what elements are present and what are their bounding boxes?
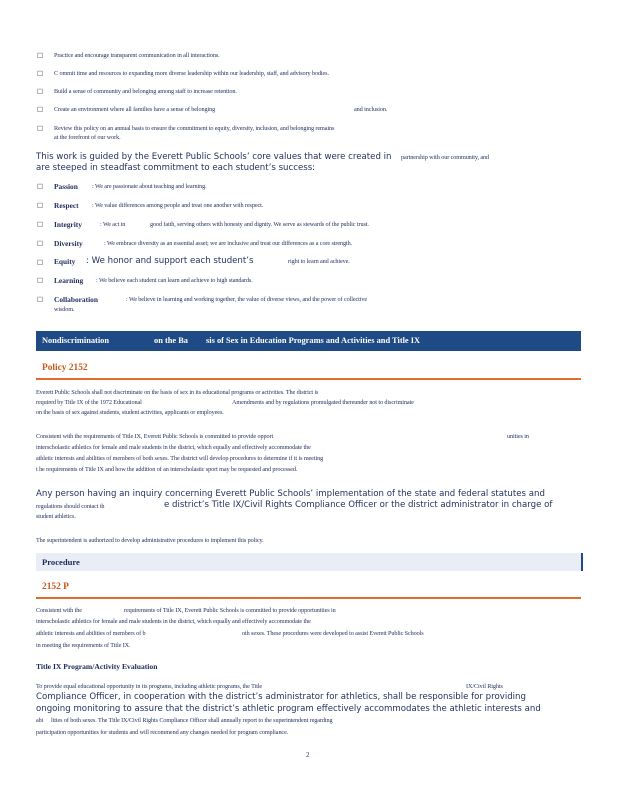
policy-heading: Policy 2152 bbox=[42, 363, 88, 373]
list-item-continued: at the forefront of our work. bbox=[54, 134, 121, 141]
square-bullet-icon: □ bbox=[37, 182, 44, 190]
value-description-cont: wisdom. bbox=[54, 306, 75, 313]
paragraph-line: To provide equal educational opportunity in its programs, including athletic programs, the Title bbox=[36, 683, 263, 690]
value-description: : We believe in learning and working together, the value of diverse views, and the power of collective bbox=[126, 296, 367, 303]
value-name: Integrity bbox=[54, 220, 82, 229]
square-bullet-icon: □ bbox=[37, 276, 44, 284]
paragraph-line: required by Title IX of the 1972 Educational bbox=[36, 399, 142, 406]
section-title-part3: sis of Sex in Education Programs and Activities and Title IX bbox=[206, 336, 421, 345]
value-description-cont: good faith, serving others with honesty and dignity. We serve as stewards of the public trust. bbox=[150, 221, 369, 228]
value-description: : We believe each student can learn and achieve to high standards. bbox=[96, 277, 253, 284]
page-number: 2 bbox=[306, 751, 310, 759]
list-item: Review this policy on an annual basis to ensure the commitment to equity, diversity, inclusion, and belonging remains bbox=[54, 125, 335, 132]
square-bullet-icon: □ bbox=[37, 295, 44, 303]
list-item: C ommit time and resources to expanding more diverse leadership within our leadership, staff, and advisory bodies. bbox=[54, 70, 329, 77]
paragraph-line: Amendments and by regulations promulgated thereunder not to discriminate bbox=[232, 399, 414, 406]
paragraph-line: IX/Civil Rights bbox=[466, 683, 503, 690]
paragraph-line: interscholastic athletics for female and male students in the district, which equally and effectively accommodate the bbox=[36, 618, 311, 625]
orange-divider bbox=[36, 597, 581, 599]
square-bullet-icon: □ bbox=[37, 51, 44, 59]
list-item: Build a sense of community and belonging among staff to increase retention. bbox=[54, 88, 237, 95]
paragraph-line: Any person having an inquiry concerning Everett Public Schools’ implementation of the state and federal statutes and bbox=[36, 489, 545, 499]
value-description: : We act in bbox=[100, 221, 126, 228]
list-item: Create an environment where all families have a sense of belonging bbox=[54, 106, 216, 113]
paragraph-line: unities in bbox=[507, 433, 529, 440]
paragraph-line: abi bbox=[36, 717, 44, 724]
paragraph-line: t he requirements of Title IX and how the addition of an interscholastic sport may be requested and processed. bbox=[36, 466, 298, 473]
list-item-tail: and inclusion. bbox=[354, 106, 388, 113]
paragraph-line: Everett Public Schools shall not discriminate on the basis of sex in its educational programs or activities. The district is bbox=[36, 389, 319, 396]
paragraph-line: ongoing monitoring to assure that the district’s athletic program effectively accommodates the athletic interests and bbox=[36, 704, 541, 714]
square-bullet-icon: □ bbox=[37, 124, 44, 132]
list-item: Practice and encourage transparent communication in all interactions. bbox=[54, 52, 220, 59]
paragraph-line: on the basis of sex against students, student activities, applicants or employees. bbox=[36, 409, 224, 416]
paragraph-line: Consistent with the bbox=[36, 607, 82, 614]
paragraph-line: athletic interests and abilities of members of both sexes. The district will develop procedures to determine if it is meeting bbox=[36, 455, 324, 462]
value-description: : We are passionate about teaching and learning. bbox=[92, 183, 207, 190]
section-title-part2: on the Ba bbox=[154, 336, 188, 345]
square-bullet-icon: □ bbox=[37, 201, 44, 209]
square-bullet-icon: □ bbox=[37, 239, 44, 247]
square-bullet-icon: □ bbox=[37, 105, 44, 113]
value-description: : We value differences among people and treat one another with respect. bbox=[92, 202, 264, 209]
value-name: Diversity bbox=[54, 239, 83, 248]
procedure-heading: 2152 P bbox=[42, 582, 69, 592]
value-name: Passion bbox=[54, 182, 78, 191]
paragraph-line: Consistent with the requirements of Title IX, Everett Public Schools is committed to provide opport bbox=[36, 433, 274, 440]
procedure-title: Procedure bbox=[42, 557, 80, 567]
paragraph-line: regulations should contact th bbox=[36, 503, 105, 510]
square-bullet-icon: □ bbox=[37, 87, 44, 95]
value-description: : We honor and support each student’s bbox=[86, 256, 254, 266]
paragraph-line: participation opportunities for students and will recommend any changes needed for program compliance. bbox=[36, 729, 289, 736]
paragraph-line: in meeting the requirements of Title IX. bbox=[36, 642, 131, 649]
value-description-cont: right to learn and achieve. bbox=[288, 258, 350, 265]
values-intro-line1: This work is guided by the Everett Public Schools’ core values that were created in bbox=[36, 152, 392, 162]
paragraph-line: requirements of Title IX, Everett Public Schools is committed to provide opportunities in bbox=[124, 607, 336, 614]
values-intro-line1-end: partnership with our community, and bbox=[401, 154, 490, 161]
paragraph-line: The superintendent is authorized to develop administrative procedures to implement this policy. bbox=[36, 537, 264, 544]
paragraph-line: interscholastic athletics for female and male students in the district, which equally and effectively accommodate the bbox=[36, 444, 311, 451]
orange-divider bbox=[36, 378, 581, 380]
square-bullet-icon: □ bbox=[37, 220, 44, 228]
paragraph-line: oth sexes. These procedures were developed to assist Everett Public Schools bbox=[242, 630, 424, 637]
paragraph-line: student athletics. bbox=[36, 513, 76, 520]
paragraph-line: Compliance Officer, in cooperation with the district’s administrator for athletics, shall be responsible for providing bbox=[36, 692, 526, 702]
square-bullet-icon: □ bbox=[37, 258, 44, 266]
value-name: Learning bbox=[54, 276, 84, 285]
paragraph-line: lities of both sexes. The Title IX/Civil Rights Compliance Officer shall annually report to the superintendent regarding bbox=[51, 717, 333, 724]
value-name: Equity bbox=[54, 257, 76, 266]
value-name: Respect bbox=[54, 201, 79, 210]
subsection-heading: Title IX Program/Activity Evaluation bbox=[36, 662, 158, 671]
paragraph-line: e district’s Title IX/Civil Rights Compliance Officer or the district administrator in charge of bbox=[164, 500, 553, 510]
value-name: Collaboration bbox=[54, 295, 98, 304]
procedure-bar bbox=[36, 553, 583, 571]
section-title-part1: Nondiscrimination bbox=[42, 336, 110, 345]
paragraph-line: athletic interests and abilities of members of b bbox=[36, 630, 146, 637]
square-bullet-icon: □ bbox=[37, 69, 44, 77]
value-description: : We embrace diversity as an essential asset; we are inclusive and treat our differences as a core strength. bbox=[104, 240, 353, 247]
values-intro-line2: are steeped in steadfast commitment to each student’s success: bbox=[36, 163, 316, 173]
